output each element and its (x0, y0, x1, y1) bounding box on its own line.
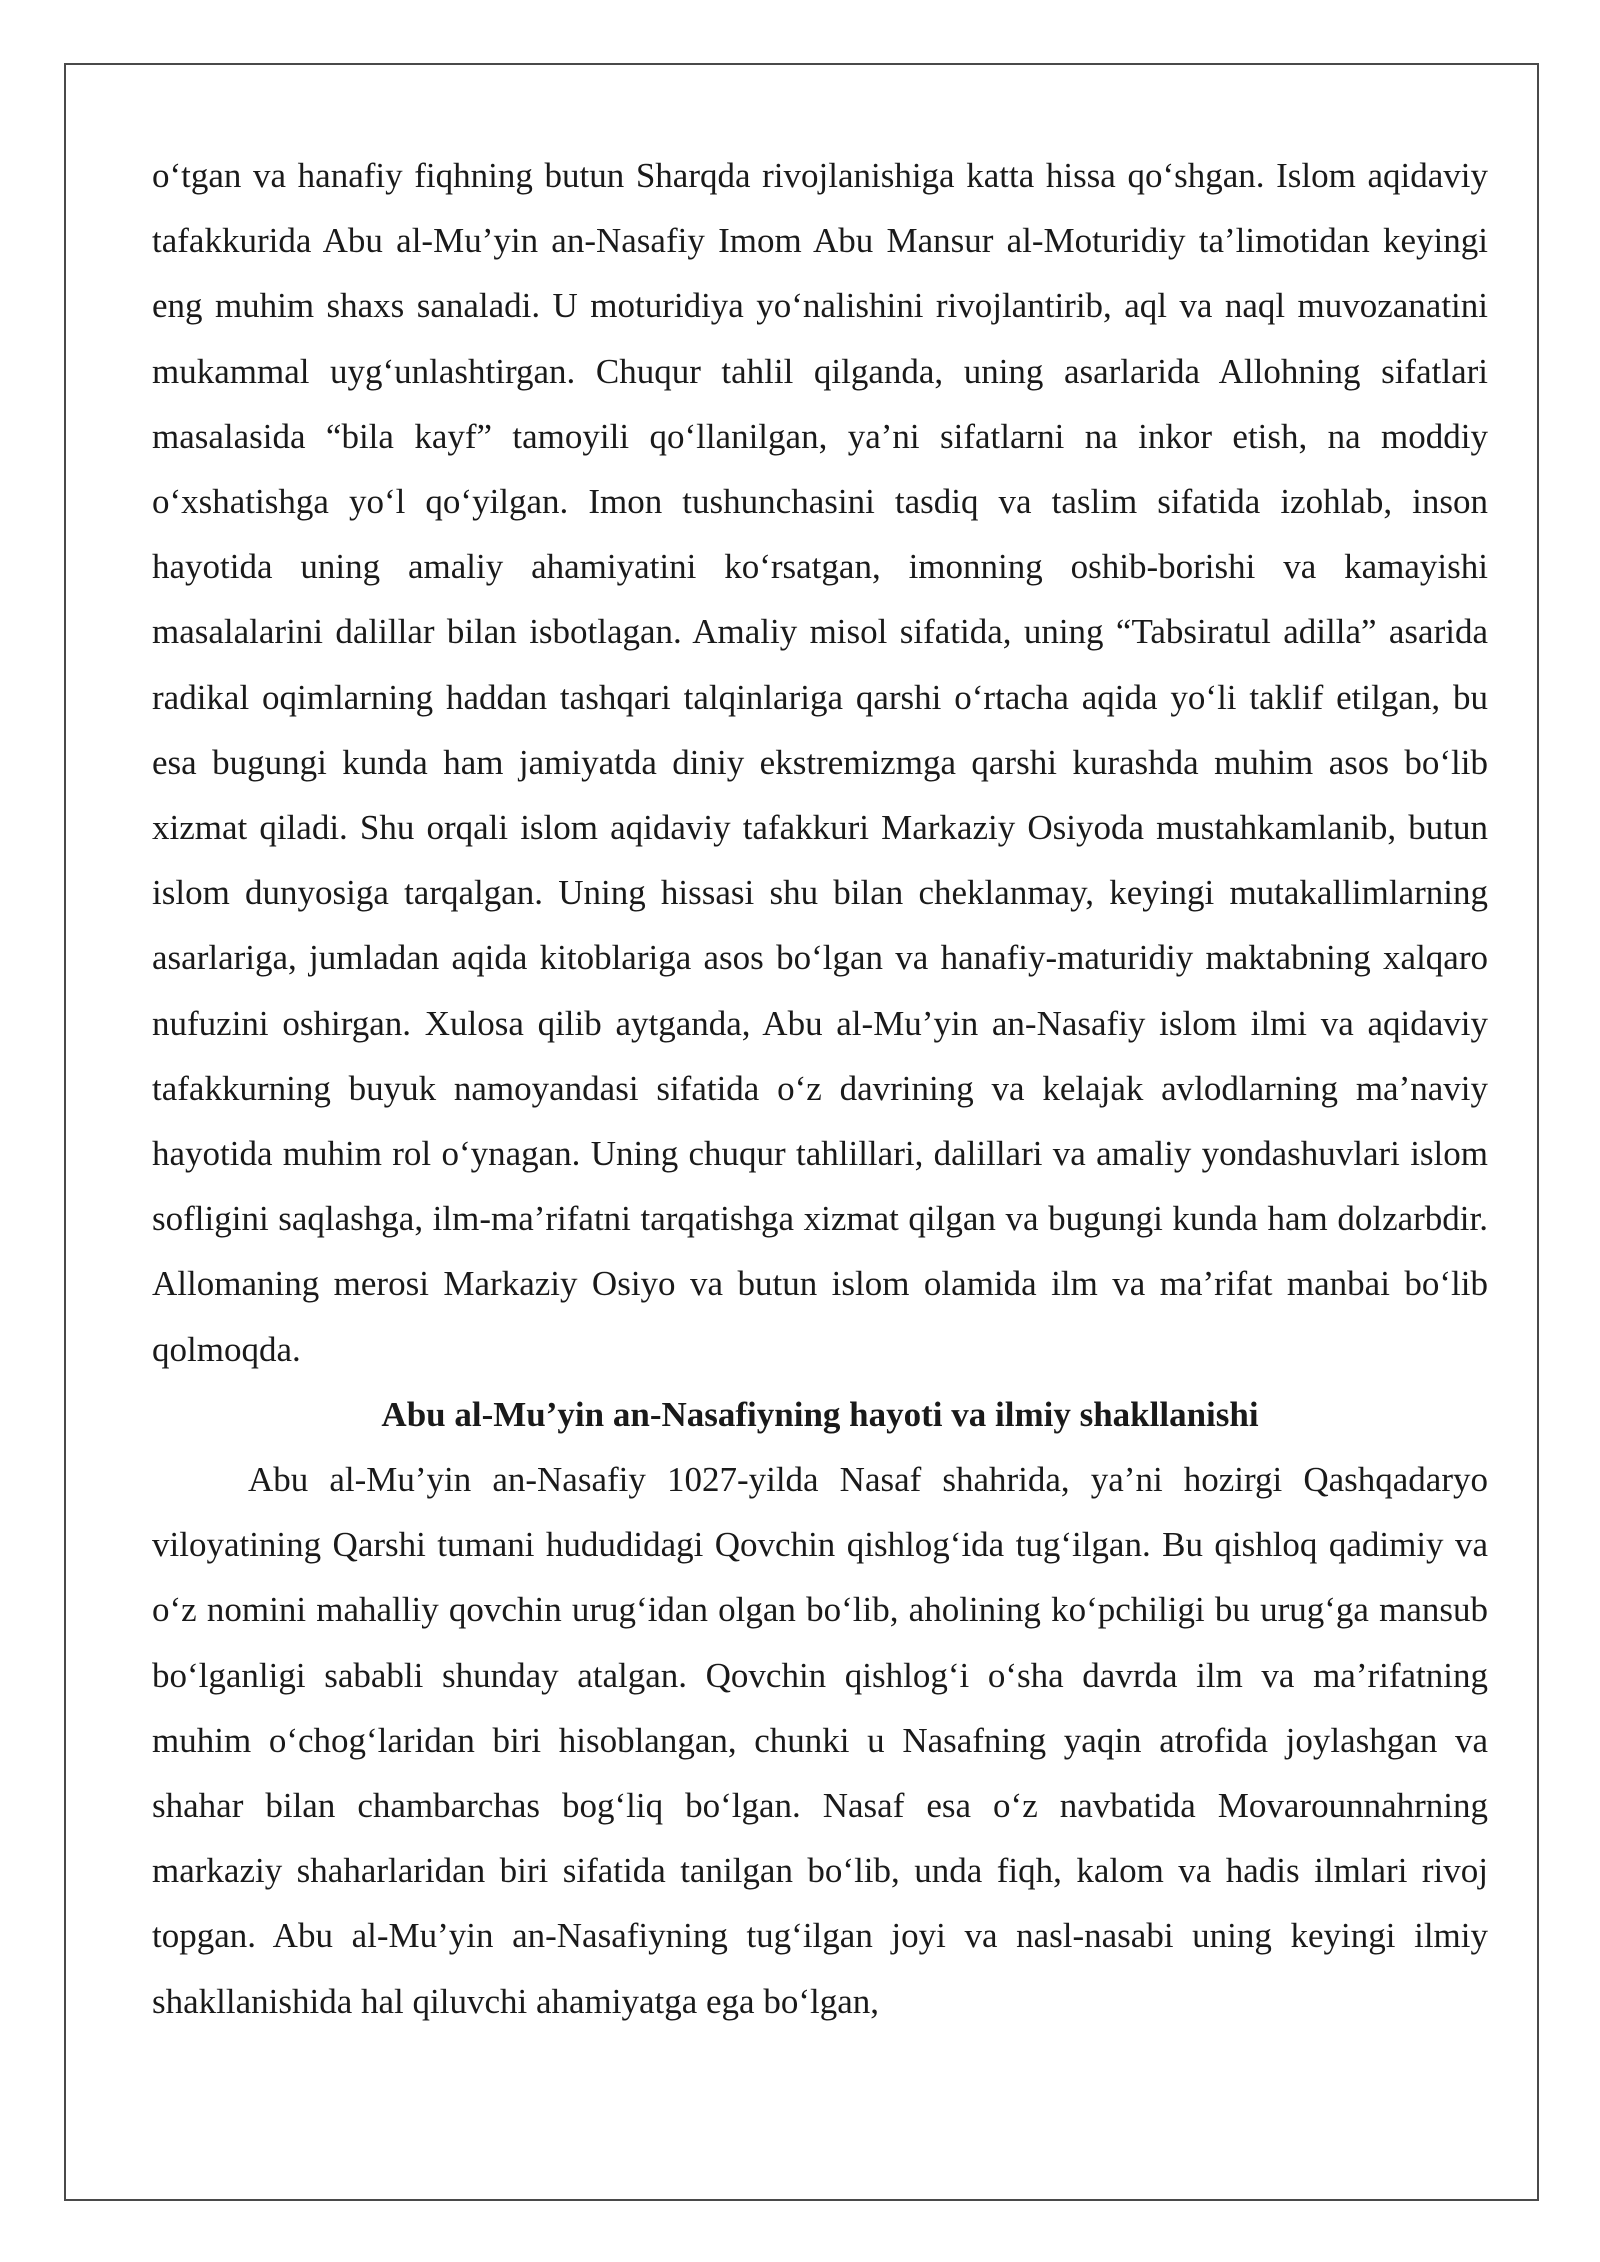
document-body (152, 143, 1488, 2034)
body-paragraph: Abu al-Mu’yin an-Nasafiy 1027-yilda Nasaf shahrida, ya’ni hozirgi Qashqadaryo viloyatining Qarshi tumani hududidagi Qovchin qishlog‘ida tug‘ilgan. Bu qishloq qadimiy va o‘z nomini mahalliy qovchin urug‘idan olgan bo‘lib, aholining ko‘pchiligi bu urug‘ga mansub bo‘lganligi sababli shunday atalgan. Qovchin qishlog‘i o‘sha davrda ilm va ma’rifatning muhim o‘chog‘laridan biri hisoblangan, chunki u Nasafning yaqin atrofida joylashgan va shahar bilan chambarchas bog‘liq bo‘lgan. Nasaf esa o‘z navbatida Movarounnahrning markaziy shaharlaridan biri sifatida tanilgan bo‘lib, unda fiqh, kalom va hadis ilmlari rivoj topgan. Abu al-Mu’yin an-Nasafiyning tug‘ilgan joyi va nasl-nasabi uning keyingi ilmiy shakllanishida hal qiluvchi ahamiyatga ega bo‘lgan, (152, 1460, 1488, 2021)
body-paragraph: o‘tgan va hanafiy fiqhning butun Sharqda rivojlanishiga katta hissa qo‘shgan. Islom aqidaviy tafakkurida Abu al-Mu’yin an-Nasafiy Imom Abu Mansur al-Moturidiy ta’limotidan keyingi eng muhim shaxs sanaladi. U moturidiya yo‘nalishini rivojlantirib, aql va naql muvozanatini mukammal uyg‘unlashtirgan. Chuqur tahlil qilganda, uning asarlarida Allohning sifatlari masalasida “bila kayf” tamoyili qo‘llanilgan, ya’ni sifatlarni na inkor etish, na moddiy o‘xshatishga yo‘l qo‘yilgan. Imon tushunchasini tasdiq va taslim sifatida izohlab, inson hayotida uning amaliy ahamiyatini ko‘rsatgan, imonning oshib-borishi va kamayishi masalalarini dalillar bilan isbotlagan. Amaliy misol sifatida, uning “Tabsiratul adilla” asarida radikal oqimlarning haddan tashqari talqinlariga qarshi o‘rtacha aqida yo‘li taklif etilgan, bu esa bugungi kunda ham jamiyatda diniy ekstremizmga qarshi kurashda muhim asos bo‘lib xizmat qiladi. Shu orqali islom aqidaviy tafakkuri Markaziy Osiyoda mustahkamlanib, butun islom dunyosiga tarqalgan. Uning hissasi shu bilan cheklanmay, keyingi mutakallimlarning asarlariga, jumladan aqida kitoblariga asos bo‘lgan va hanafiy-maturidiy maktabning xalqaro nufuzini oshirgan. Xulosa qilib aytganda, Abu al-Mu’yin an-Nasafiy islom ilmi va aqidaviy tafakkurning buyuk namoyandasi sifatida o‘z davrining va kelajak avlodlarning ma’naviy hayotida muhim rol o‘ynagan. Uning chuqur tahlillari, dalillari va amaliy yondashuvlari islom sofligini saqlashga, ilm-ma’rifatni tarqatishga xizmat qilgan va bugungi kunda ham dolzarbdir. Allomaning merosi Markaziy Osiyo va butun islom olamida ilm va ma’rifat manbai bo‘lib qolmoqda. (152, 156, 1488, 1369)
section-heading: Abu al-Mu’yin an-Nasafiyning hayoti va ilmiy shakllanishi (381, 1394, 1259, 1434)
